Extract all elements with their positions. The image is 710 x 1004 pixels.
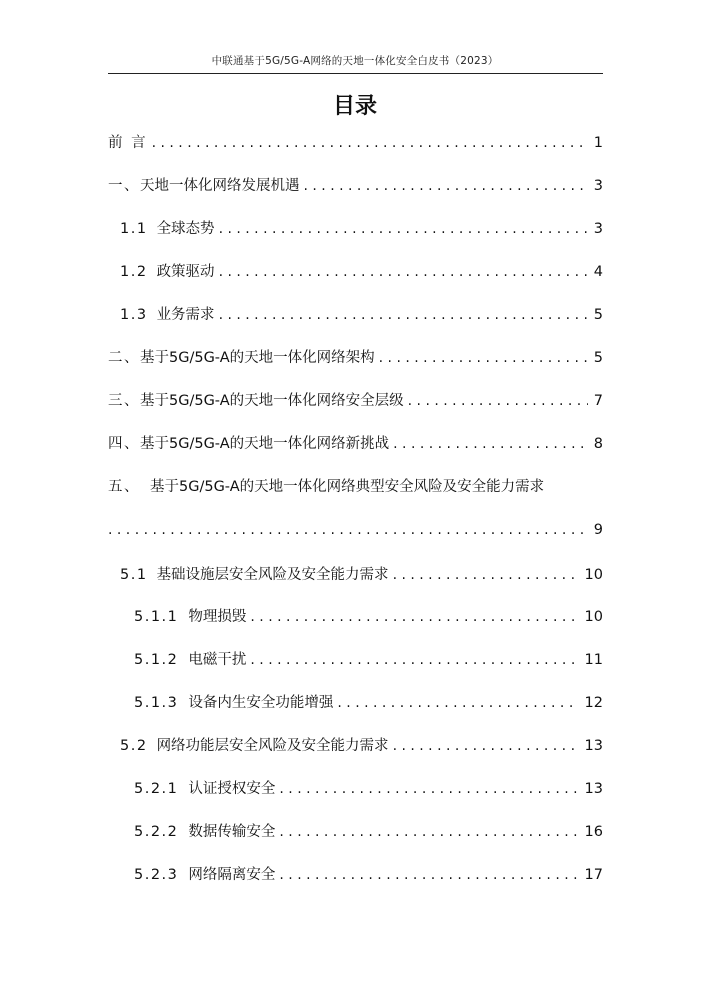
toc-entry-title: 基于5G/5G-A的天地一体化网络新挑战 xyxy=(140,436,390,452)
toc-entry-5-1-1[interactable] xyxy=(134,604,603,630)
toc-entry-title: 基于5G/5G-A的天地一体化网络安全层级 xyxy=(140,393,404,409)
toc-entry-page: 13 xyxy=(584,781,603,797)
toc-entry-title: 设备内生安全功能增强 xyxy=(188,695,334,711)
toc-entry-number: 5.2 xyxy=(120,738,148,754)
toc-entry-5-2[interactable] xyxy=(120,733,603,759)
toc-entry-number: 1.3 xyxy=(120,307,148,323)
toc-entry-number: 三、 xyxy=(108,393,140,409)
toc-entry-number: 5.1.3 xyxy=(134,695,179,711)
toc-entry-title: 天地一体化网络发展机遇 xyxy=(140,178,300,194)
toc-entry-5-2-1[interactable] xyxy=(134,776,603,802)
toc-entry-page: 10 xyxy=(584,609,603,625)
toc-entry-number: 四、 xyxy=(108,436,140,452)
toc-entry-page: 11 xyxy=(584,652,603,668)
toc-leader-dots xyxy=(152,130,588,156)
toc-entry-number: 5.1 xyxy=(120,567,148,583)
toc-leader-dots xyxy=(393,431,588,457)
toc-leader-dots xyxy=(393,562,579,588)
toc-entry-number: 二、 xyxy=(108,350,140,366)
toc-leader-dots xyxy=(250,647,578,673)
toc-entry-chapter-4[interactable] xyxy=(108,431,603,457)
toc-entry-page: 12 xyxy=(584,695,603,711)
toc-leader-dots xyxy=(219,302,588,328)
toc-entry-number: 1.1 xyxy=(120,221,148,237)
toc-entry-page: 13 xyxy=(584,738,603,754)
toc-entry-5-1-2[interactable] xyxy=(134,647,603,673)
toc-leader-dots xyxy=(219,259,588,285)
toc-entry-number: 一、 xyxy=(108,178,140,194)
toc-leader-dots xyxy=(408,388,588,414)
toc-entry-page: 5 xyxy=(593,350,603,366)
toc-entry-5-2-3[interactable] xyxy=(134,862,603,888)
toc-entry-chapter-5[interactable] xyxy=(108,474,603,500)
toc-leader-dots xyxy=(279,819,578,845)
toc-entry-page: 3 xyxy=(593,178,603,194)
toc-entry-number: 5.2.1 xyxy=(134,781,179,797)
toc-entry-1-1[interactable] xyxy=(120,216,603,242)
toc-entry-title: 全球态势 xyxy=(156,221,215,237)
toc-leader-dots xyxy=(379,345,588,371)
toc-entry-page: 4 xyxy=(593,264,603,280)
toc-entry-page: 1 xyxy=(593,135,603,151)
toc-leader-dots xyxy=(108,517,588,543)
toc-entry-5-1-3[interactable] xyxy=(134,690,603,716)
toc-entry-title: 物理损毁 xyxy=(188,609,247,625)
toc-entry-page: 7 xyxy=(593,393,603,409)
toc-entry-title: 认证授权安全 xyxy=(188,781,276,797)
toc-entry-number: 1.2 xyxy=(120,264,148,280)
toc-leader-dots xyxy=(279,862,578,888)
toc-entry-page: 16 xyxy=(584,824,603,840)
toc-entry-page: 8 xyxy=(593,436,603,452)
toc-entry-1-2[interactable] xyxy=(120,259,603,285)
toc-entry-page: 9 xyxy=(593,522,603,538)
toc-entry-page: 3 xyxy=(593,221,603,237)
toc-leader-dots xyxy=(219,216,588,242)
toc-entry-number: 5.2.3 xyxy=(134,867,179,883)
toc-entry-5-1[interactable] xyxy=(120,562,603,588)
toc-entry-label: 前 言 xyxy=(108,135,148,151)
toc-entry-number: 5.2.2 xyxy=(134,824,179,840)
toc-entry-title: 基于5G/5G-A的天地一体化网络典型安全风险及安全能力需求 xyxy=(150,479,545,495)
toc-entry-number: 5.1.1 xyxy=(134,609,179,625)
toc-leader-dots xyxy=(337,690,578,716)
toc-entry-title: 基于5G/5G-A的天地一体化网络架构 xyxy=(140,350,375,366)
toc-entry-chapter-3[interactable] xyxy=(108,388,603,414)
toc-entry-chapter-2[interactable] xyxy=(108,345,603,371)
toc-entry-title: 政策驱动 xyxy=(156,264,215,280)
toc-entry-title: 基础设施层安全风险及安全能力需求 xyxy=(156,567,389,583)
toc-leader-dots xyxy=(250,604,578,630)
toc-entry-1-3[interactable] xyxy=(120,302,603,328)
toc-entry-number: 五、 xyxy=(108,479,140,495)
toc-entry-title: 数据传输安全 xyxy=(188,824,276,840)
toc-entry-chapter-5-continuation[interactable] xyxy=(108,517,603,543)
toc-leader-dots xyxy=(393,733,579,759)
toc-entry-chapter-1[interactable] xyxy=(108,173,603,199)
toc-title: 目录 xyxy=(332,94,377,119)
toc-leader-dots xyxy=(304,173,588,199)
toc-leader-dots xyxy=(279,776,578,802)
toc-entry-title: 网络隔离安全 xyxy=(188,867,276,883)
toc-entry-preface[interactable] xyxy=(108,130,603,156)
toc-entry-title: 业务需求 xyxy=(156,307,215,323)
toc-entry-title: 网络功能层安全风险及安全能力需求 xyxy=(156,738,389,754)
toc-entry-page: 17 xyxy=(584,867,603,883)
toc-entry-title: 电磁干扰 xyxy=(188,652,247,668)
toc-entry-page: 10 xyxy=(584,567,603,583)
running-header: 中联通基于5G/5G-A网络的天地一体化安全白皮书（2023） xyxy=(211,55,499,67)
toc-entry-5-2-2[interactable] xyxy=(134,819,603,845)
toc-entry-page: 5 xyxy=(593,307,603,323)
toc-entry-number: 5.1.2 xyxy=(134,652,179,668)
